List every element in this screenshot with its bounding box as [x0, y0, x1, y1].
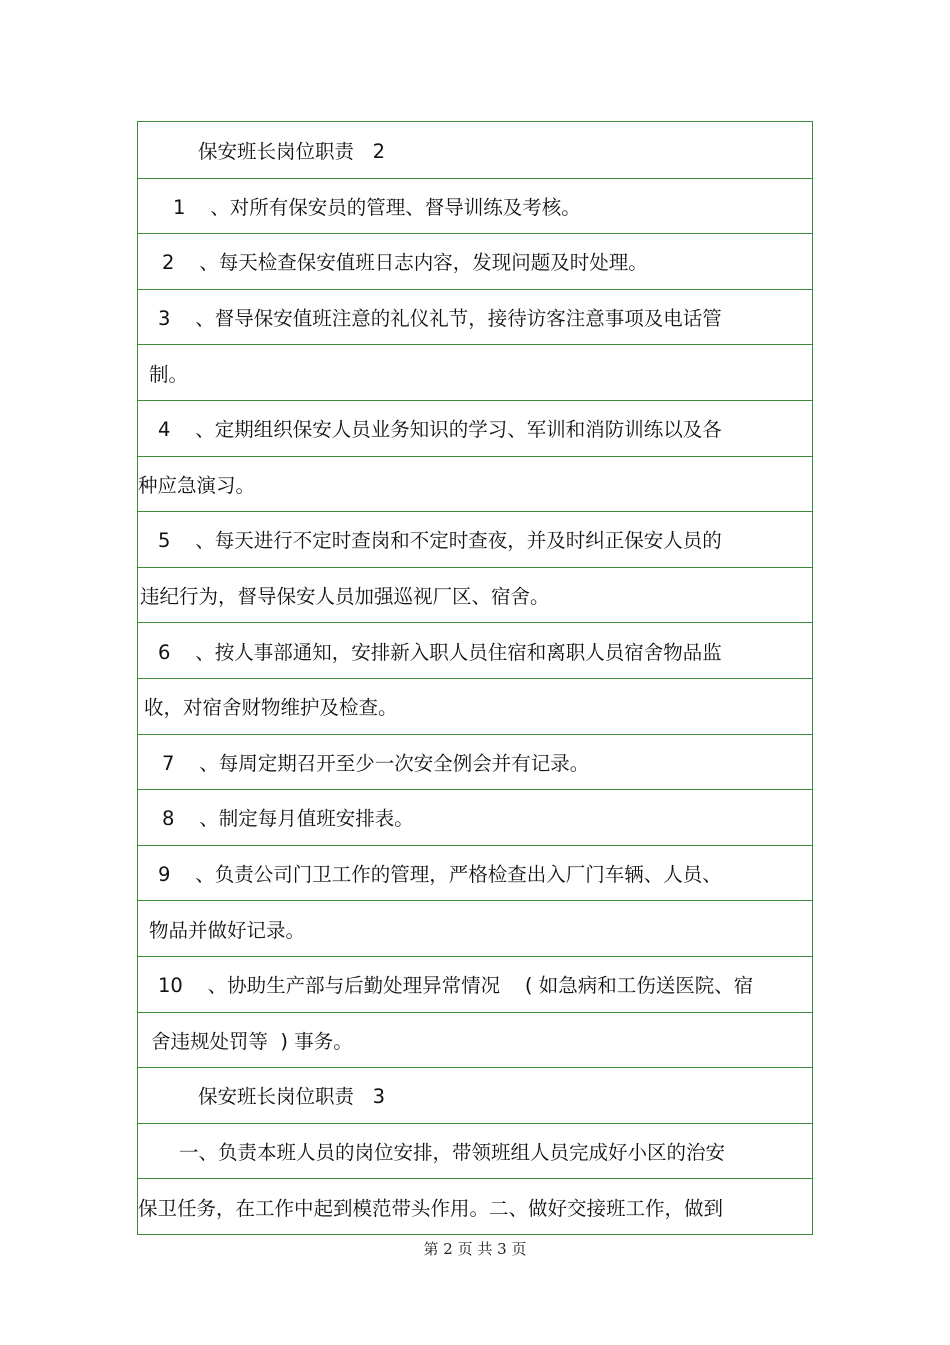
- row-text: 7 、每周定期召开至少一次安全例会并有记录。: [162, 751, 590, 775]
- page-footer: 第 2 页 共 3 页: [423, 1240, 527, 1258]
- table-row: [138, 567, 812, 623]
- table-row: [138, 178, 812, 234]
- row-text: 5 、每天进行不定时查岗和不定时查夜，并及时纠正保安人员的: [158, 529, 722, 553]
- table-row: [138, 344, 812, 400]
- row-text: 物品并做好记录。: [149, 918, 306, 942]
- row-text: 8 、制定每月值班安排表。: [162, 807, 414, 831]
- table-row: [138, 1123, 812, 1179]
- table-row: [138, 456, 812, 512]
- row-text: 3 、督导保安值班注意的礼仪礼节，接待访客注意事项及电话管: [158, 307, 722, 331]
- table-row: [138, 678, 812, 734]
- row-text: 1 、对所有保安员的管理、督导训练及考核。: [173, 195, 581, 219]
- table-row: [138, 511, 812, 567]
- table-row: [138, 734, 812, 790]
- row-text: 6 、按人事部通知，安排新入职人员住宿和离职人员宿舍物品监: [158, 640, 722, 664]
- table-row: [138, 122, 812, 178]
- row-text: 违纪行为，督导保安人员加强巡视厂区、宿舍。: [140, 585, 550, 609]
- table-row: [138, 900, 812, 956]
- row-text: 保卫任务，在工作中起到模范带头作用。二、做好交接班工作，做到: [138, 1196, 724, 1220]
- table-row: [138, 789, 812, 845]
- row-text: 种应急演习。: [138, 473, 256, 497]
- table-row: [138, 233, 812, 289]
- row-text: 保安班长岗位职责 3: [198, 1085, 386, 1109]
- row-text: 4 、定期组织保安人员业务知识的学习、军训和消防训练以及各: [158, 418, 722, 442]
- table-row: [138, 622, 812, 678]
- table-row: [138, 1178, 812, 1234]
- table-row: [138, 845, 812, 901]
- table-row: [138, 956, 812, 1012]
- table-row: [138, 289, 812, 345]
- row-text: 一、负责本班人员的岗位安排，带领班组人员完成好小区的治安: [179, 1140, 726, 1164]
- row-text: 9 、负责公司门卫工作的管理，严格检查出入厂门车辆、人员、: [158, 863, 722, 887]
- row-text: 10 、协助生产部与后勤处理异常情况 ( 如急病和工伤送医院、宿: [158, 974, 754, 998]
- table-row: [138, 400, 812, 456]
- row-text: 舍违规处罚等 ) 事务。: [151, 1029, 353, 1053]
- row-text: 2 、每天检查保安值班日志内容，发现问题及时处理。: [162, 251, 648, 275]
- document-table: [137, 121, 813, 1235]
- table-row: [138, 1067, 812, 1123]
- row-text: 制。: [149, 362, 189, 386]
- table-row: [138, 1012, 812, 1068]
- row-text: 保安班长岗位职责 2: [198, 139, 386, 163]
- row-text: 收，对宿舍财物维护及检查。: [144, 696, 398, 720]
